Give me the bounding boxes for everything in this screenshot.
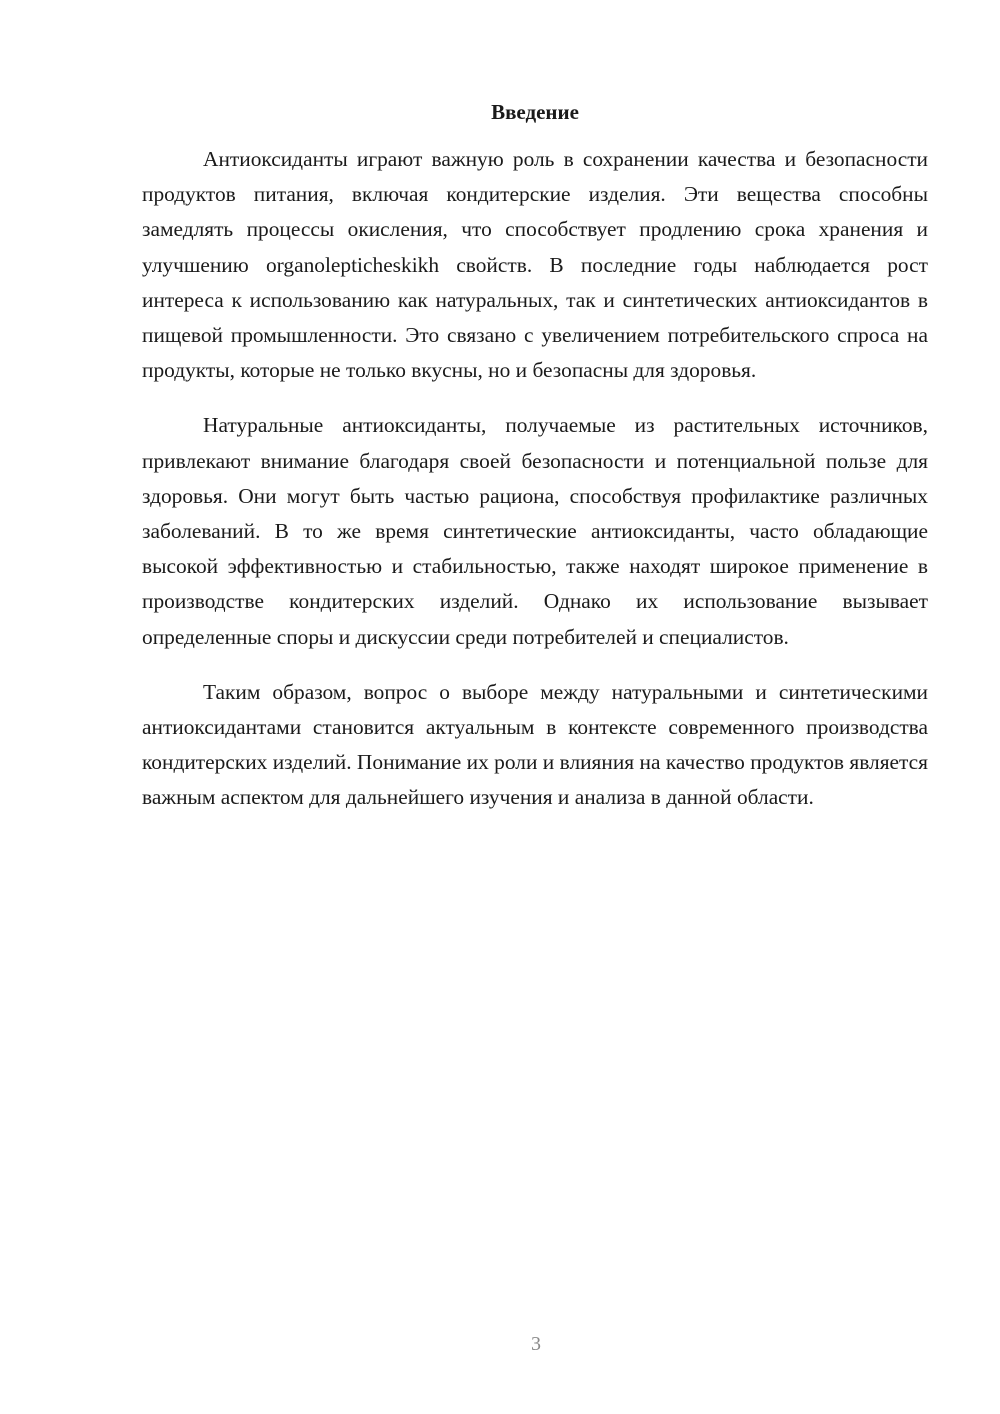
paragraph-3: Таким образом, вопрос о выборе между натуральными и синтетическими антиоксидантами становится актуальным в контексте современного производства кондитерских изделий. Понимание их роли и влияния на качество продуктов является важным аспектом для дальнейшего изучения и анализа в данной области. bbox=[142, 679, 928, 810]
page-number: 3 bbox=[531, 1333, 541, 1355]
section-heading: Введение bbox=[491, 100, 579, 124]
paragraph-1: Антиоксиданты играют важную роль в сохранении качества и безопасности продуктов питания, включая кондитерские изделия. Эти вещества способны замедлять процессы окисления, что способствует продлению срока хранения и улучшению organolepticheskikh свойств. В последние годы наблюдается рост интереса к использованию как натуральных, так и синтетических антиоксидантов в пищевой промышленности. Это связано с увеличением потребительского спроса на продукты, которые не только вкусны, но и безопасны для здоровья. bbox=[142, 147, 928, 383]
paragraph-2: Натуральные антиоксиданты, получаемые из растительных источников, привлекают внимание благодаря своей безопасности и потенциальной пользе для здоровья. Они могут быть частью рациона, способствуя профилактике различных заболеваний. В то же время синтетические антиоксиданты, часто обладающие высокой эффективностью и стабильностью, также находят широкое применение в производстве кондитерских изделий. Однако их использование вызывает определенные споры и дискуссии среди потребителей и специалистов. bbox=[142, 413, 928, 649]
body-text bbox=[142, 142, 928, 836]
